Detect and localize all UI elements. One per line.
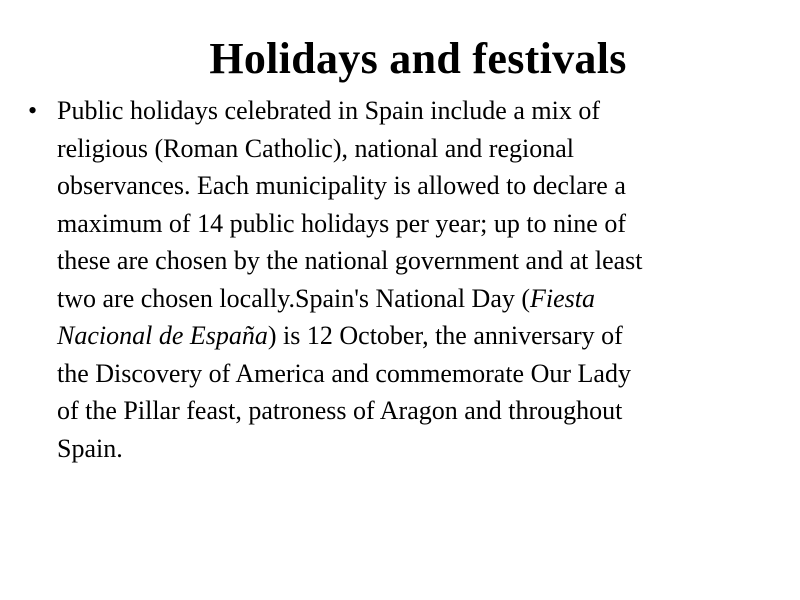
bullet-line-10: Spain. (57, 433, 123, 463)
bullet-line-4: maximum of 14 public holidays per year; up to nine of (57, 208, 626, 238)
fiesta-italic-part-1: Fiesta (530, 283, 596, 313)
slide-title: Holidays and festivals (209, 34, 627, 83)
bullet-line-9: of the Pillar feast, patroness of Aragon and throughout (57, 396, 623, 425)
bullet-line-7 (57, 317, 768, 355)
bullet-line-6 (57, 280, 768, 318)
bullet-line-1: Public holidays celebrated in Spain include a mix of (57, 96, 600, 125)
bullet-line-8: the Discovery of America and commemorate Our Lady (57, 358, 631, 388)
bullet-marker: • (28, 96, 38, 125)
bullet-line-2: religious (Roman Catholic), national and regional (57, 133, 574, 163)
bullet-line-7-text: ) is 12 October, the anniversary of (267, 321, 623, 350)
bullet-line-3: observances. Each municipality is allowed to declare a (57, 171, 626, 200)
fiesta-italic-part-2: Nacional de España (57, 321, 268, 350)
bullet-list (28, 92, 768, 467)
bullet-item (28, 92, 768, 467)
bullet-line-5: these are chosen by the national government and at least (57, 246, 643, 275)
bullet-line-6-text: two are chosen locally.Spain's National Day ( (57, 283, 531, 313)
